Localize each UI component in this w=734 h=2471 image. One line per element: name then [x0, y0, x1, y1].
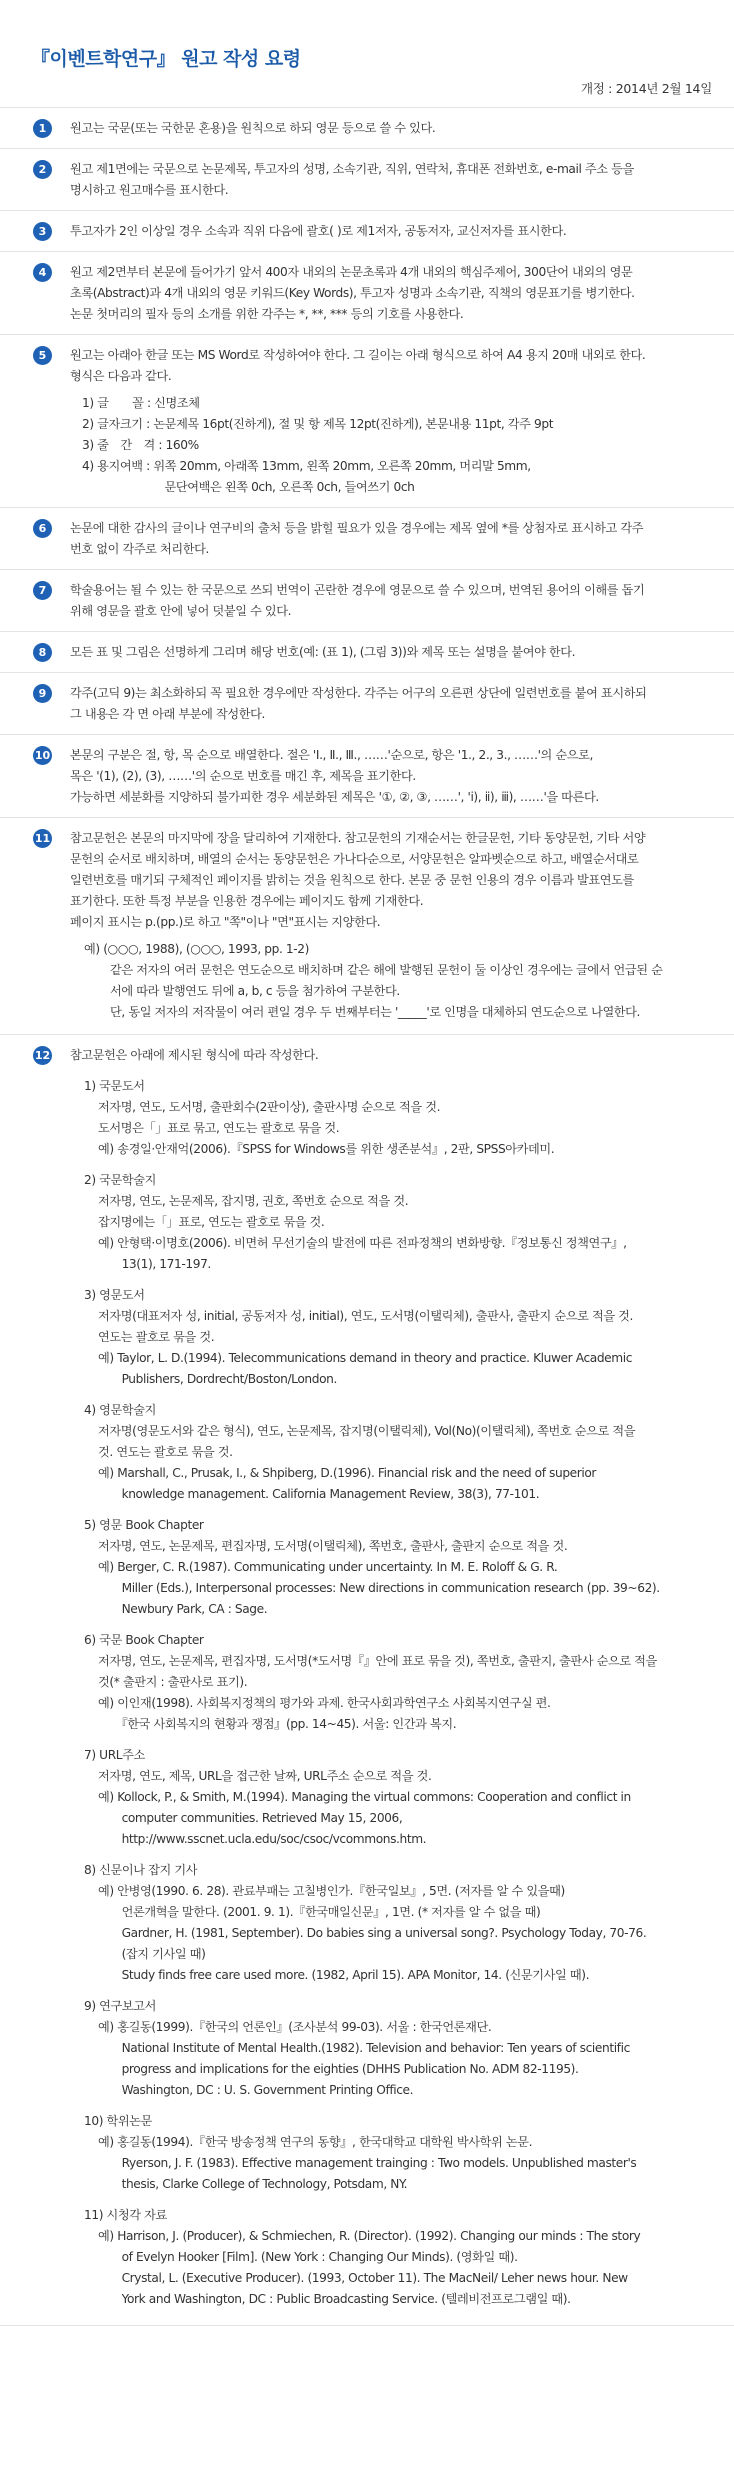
item-text-line: 번호 없이 각주로 처리한다. — [70, 542, 210, 556]
reference-rule-line: 것(* 출판지 : 출판사로 표기). — [98, 1675, 248, 1689]
item-text-line: 문헌의 순서로 배치하며, 배열의 순서는 동양문헌은 가나다순으로, 서양문헌은 알파벳순으로 하고, 배열순서대로 — [70, 852, 639, 866]
guideline-item — [0, 211, 734, 252]
item-text-line: 학술용어는 될 수 있는 한 국문으로 쓰되 번역이 곤란한 경우에 영문으로 쓸 수 있으며, 번역된 용어의 이해를 돕기 — [70, 583, 645, 597]
format-spec-line: 1) 글 꼴 : 신명조체 — [82, 396, 200, 410]
reference-format-title: 6) 국문 Book Chapter — [84, 1633, 204, 1647]
reference-example-line: Washington, DC : U. S. Government Printing Office. — [98, 2083, 414, 2097]
item-number-badge: 8 — [33, 643, 52, 662]
reference-format-title: 3) 영문도서 — [84, 1288, 145, 1302]
reference-format-section — [70, 2111, 714, 2195]
reference-format-section — [70, 1400, 714, 1505]
reference-format-body — [84, 1191, 714, 1275]
reference-example-line: 예) 홍길동(1994).『한국 방송정책 연구의 동향』, 한국대학교 대학원 박사학위 논문. — [98, 2135, 533, 2149]
reference-example-line: 예) Marshall, C., Prusak, I., & Shpiberg, D.(1996). Financial risk and the need of superior — [98, 1466, 597, 1480]
reference-format-section — [70, 1996, 714, 2101]
guideline-item — [0, 818, 734, 1035]
reference-rule-line: 저자명, 연도, 논문제목, 편집자명, 도서명(이탤릭체), 쪽번호, 출판사, 출판지 순으로 적을 것. — [98, 1539, 568, 1553]
item-text-line: 가능하면 세분화를 지양하되 불가피한 경우 세분화된 제목은 '①, ②, ③, ……', 'ⅰ), ⅱ), ⅲ), ……'을 따른다. — [70, 790, 599, 804]
item-text-line: 표기한다. 또한 특정 부분을 인용한 경우에는 페이지도 함께 기재한다. — [70, 894, 424, 908]
item-text-line: 페이지 표시는 p.(pp.)로 하고 "쪽"이나 "면"표시는 지양한다. — [70, 915, 381, 929]
item-number-badge: 3 — [33, 222, 52, 241]
citation-example-line: 같은 저자의 여러 문헌은 연도순으로 배치하며 같은 해에 발행된 문헌이 둘 이상인 경우에는 글에서 언급된 순 — [110, 963, 663, 977]
item-number-badge: 10 — [33, 746, 52, 765]
item-text-line: 원고는 아래아 한글 또는 MS Word로 작성하여야 한다. 그 길이는 아래 형식으로 하여 A4 용지 20매 내외로 한다. — [70, 348, 646, 362]
citation-example-line: 단, 동일 저자의 저작물이 여러 편일 경우 두 번째부터는 '_____'로 인명을 대체하되 연도순으로 나열한다. — [110, 1005, 641, 1019]
citation-example-line: 예) (○○○, 1988), (○○○, 1993, pp. 1-2) — [84, 942, 309, 956]
guideline-item — [0, 673, 734, 735]
reference-format-title: 8) 신문이나 잡지 기사 — [84, 1863, 198, 1877]
reference-format-body — [84, 1097, 714, 1160]
item-text-line: 논문에 대한 감사의 글이나 연구비의 출처 등을 밝힐 필요가 있을 경우에는 제목 옆에 *를 상첨자로 표시하고 각주 — [70, 521, 644, 535]
reference-example-line: 예) Kollock, P., & Smith, M.(1994). Managing the virtual commons: Cooperation and conflict in — [98, 1790, 631, 1804]
item-text-line: 참고문헌은 본문의 마지막에 장을 달리하여 기재한다. 참고문헌의 기재순서는 한글문헌, 기타 동양문헌, 기타 서양 — [70, 831, 646, 845]
reference-rule-line: 저자명, 연도, 논문제목, 잡지명, 권호, 쪽번호 순으로 적을 것. — [98, 1194, 409, 1208]
reference-format-body — [84, 2017, 714, 2101]
item-text-line: 모든 표 및 그림은 선명하게 그리며 해당 번호(예: (표 1), (그림 3))와 제목 또는 설명을 붙여야 한다. — [70, 645, 576, 659]
reference-example-line: 예) 이인재(1998). 사회복지정책의 평가와 과제. 한국사회과학연구소 사회복지연구실 편. — [98, 1696, 551, 1710]
reference-example-line: Ryerson, J. F. (1983). Effective management trainging : Two models. Unpublished master's — [98, 2156, 637, 2170]
guideline-item — [0, 335, 734, 508]
item-text-line: 원고는 국문(또는 국한문 혼용)을 원칙으로 하되 영문 등으로 쓸 수 있다. — [70, 121, 436, 135]
reference-format-body — [84, 1651, 714, 1735]
reference-format-body — [84, 1536, 714, 1620]
item-number-badge: 1 — [33, 119, 52, 138]
reference-example-line: York and Washington, DC : Public Broadcasting Service. (텔레비전프로그램일 때). — [98, 2292, 571, 2306]
reference-example-line: http://www.sscnet.ucla.edu/soc/csoc/vcommons.htm. — [98, 1832, 427, 1846]
reference-example-line: Crystal, L. (Executive Producer). (1993, October 11). The MacNeil/ Leher news hour. New — [98, 2271, 628, 2285]
reference-example-line: (잡지 기사일 때) — [98, 1947, 206, 1961]
reference-example-line: Publishers, Dordrecht/Boston/London. — [98, 1372, 337, 1386]
item-text-line: 원고 제1면에는 국문으로 논문제목, 투고자의 성명, 소속기관, 직위, 연락처, 휴대폰 전화번호, e-mail 주소 등을 — [70, 162, 634, 176]
reference-format-title: 1) 국문도서 — [84, 1079, 145, 1093]
reference-format-title: 4) 영문학술지 — [84, 1403, 157, 1417]
guideline-item — [0, 252, 734, 335]
reference-example-line: 『한국 사회복지의 현황과 쟁점』(pp. 14~45). 서울: 인간과 복지. — [98, 1717, 457, 1731]
item-number-badge: 9 — [33, 684, 52, 703]
reference-example-line: 예) 안병영(1990. 6. 28). 관료부패는 고칠병인가.『한국일보』, 5면. (저자를 알 수 있을때) — [98, 1884, 565, 1898]
item-text-line: 원고 제2면부터 본문에 들어가기 앞서 400자 내외의 논문초록과 4개 내외의 핵심주제어, 300단어 내외의 영문 — [70, 265, 633, 279]
reference-example-line: 13(1), 171-197. — [98, 1257, 211, 1271]
guideline-item — [0, 735, 734, 818]
revision-date: 개정 : 2014년 2월 14일 — [580, 81, 712, 96]
format-spec-line: 4) 용지여백 : 위쪽 20mm, 아래쪽 13mm, 왼쪽 20mm, 오른쪽 20mm, 머리말 5mm, — [82, 459, 531, 473]
item-number-badge: 6 — [33, 519, 52, 538]
reference-rule-line: 저자명(대표저자 성, initial, 공동저자 성, initial), 연도, 도서명(이탤릭체), 출판사, 출판지 순으로 적을 것. — [98, 1309, 634, 1323]
guideline-item — [0, 108, 734, 149]
reference-format-title: 9) 연구보고서 — [84, 1999, 157, 2013]
reference-example-line: Study finds free care used more. (1982, April 15). APA Monitor, 14. (신문기사일 때). — [98, 1968, 590, 1982]
reference-format-title: 7) URL주소 — [84, 1748, 145, 1762]
reference-rule-line: 잡지명에는「」표로, 연도는 괄호로 묶을 것. — [98, 1215, 325, 1229]
reference-format-section — [70, 1860, 714, 1986]
item-text-line: 일련번호를 매기되 구체적인 페이지를 밝히는 것을 원칙으로 한다. 본문 중 문헌 인용의 경우 이름과 발표연도를 — [70, 873, 634, 887]
reference-example-line: 예) 홍길동(1999).『한국의 언론인』(조사분석 99-03). 서울 : 한국언론재단. — [98, 2020, 492, 2034]
reference-rule-line: 도서명은「」표로 묶고, 연도는 괄호로 묶을 것. — [98, 1121, 340, 1135]
guideline-item — [0, 149, 734, 211]
reference-rule-line: 연도는 괄호로 묶을 것. — [98, 1330, 215, 1344]
item-text-line: 초록(Abstract)과 4개 내외의 영문 키워드(Key Words), 투고자 성명과 소속기관, 직책의 영문표기를 병기한다. — [70, 286, 635, 300]
reference-rule-line: 것. 연도는 괄호로 묶을 것. — [98, 1445, 233, 1459]
reference-example-line: 예) 안형택·이명호(2006). 비면허 무선기술의 발전에 따른 전파정책의 변화방향.『정보통신 정책연구』, — [98, 1236, 627, 1250]
item-text-line: 참고문헌은 아래에 제시된 형식에 따라 작성한다. — [70, 1048, 319, 1062]
guideline-item — [0, 1035, 734, 2326]
reference-example-line: of Evelyn Hooker [Film]. (New York : Changing Our Minds). (영화일 때). — [98, 2250, 518, 2264]
format-spec-line: 2) 글자크기 : 논문제목 16pt(진하게), 절 및 항 제목 12pt(진하게), 본문내용 11pt, 각주 9pt — [82, 417, 554, 431]
reference-example-line: Miller (Eds.), Interpersonal processes: New directions in communication research (pp. 39~62). — [98, 1581, 660, 1595]
reference-format-title: 11) 시청각 자료 — [84, 2208, 167, 2222]
item-number-badge: 7 — [33, 581, 52, 600]
reference-example-line: Gardner, H. (1981, September). Do babies sing a universal song?. Psychology Today, 70-76. — [98, 1926, 647, 1940]
item-number-badge: 4 — [33, 263, 52, 282]
reference-format-title: 2) 국문학술지 — [84, 1173, 157, 1187]
reference-rule-line: 저자명, 연도, 도서명, 출판회수(2판이상), 출판사명 순으로 적을 것. — [98, 1100, 441, 1114]
item-number-badge: 12 — [33, 1046, 52, 1065]
reference-format-section — [70, 1076, 714, 1160]
reference-example-line: computer communities. Retrieved May 15, 2006, — [98, 1811, 403, 1825]
reference-rule-line: 저자명, 연도, 논문제목, 편집자명, 도서명(*도서명『』안에 표로 묶을 것), 쪽번호, 출판지, 출판사 순으로 적을 — [98, 1654, 657, 1668]
guideline-item — [0, 570, 734, 632]
reference-format-body — [84, 2226, 714, 2310]
reference-format-body — [84, 1766, 714, 1850]
format-spec-line: 문단여백은 왼쪽 0ch, 오른쪽 0ch, 들여쓰기 0ch — [82, 480, 415, 494]
reference-format-section — [70, 1170, 714, 1275]
item-text-line: 명시하고 원고매수를 표시한다. — [70, 183, 229, 197]
item-text-line: 목은 '(1), (2), (3), ……'의 순으로 번호를 매긴 후, 제목을 표기한다. — [70, 769, 416, 783]
item-bottom-spacer — [70, 2310, 714, 2316]
reference-example-line: 예) 송경일·안재억(2006).『SPSS for Windows를 위한 생존분석』, 2판, SPSS아카데미. — [98, 1142, 555, 1156]
reference-format-section — [70, 1630, 714, 1735]
item-text-line: 형식은 다음과 같다. — [70, 369, 172, 383]
reference-example-line: thesis, Clarke College of Technology, Potsdam, NY. — [98, 2177, 408, 2191]
citation-example — [70, 933, 714, 1025]
reference-example-line: Newbury Park, CA : Sage. — [98, 1602, 268, 1616]
reference-format-title: 5) 영문 Book Chapter — [84, 1518, 204, 1532]
reference-format-section — [70, 1285, 714, 1390]
reference-format-body — [84, 1881, 714, 1986]
reference-example-line: National Institute of Mental Health.(1982). Television and behavior: Ten years of scientific — [98, 2041, 630, 2055]
reference-example-line: 예) Berger, C. R.(1987). Communicating under uncertainty. In M. E. Roloff & G. R. — [98, 1560, 558, 1574]
reference-format-body — [84, 1421, 714, 1505]
item-text-line: 본문의 구분은 절, 항, 목 순으로 배열한다. 절은 'Ⅰ., Ⅱ., Ⅲ., ……'순으로, 항은 '1., 2., 3., ……'의 순으로, — [70, 748, 594, 762]
item-text-line: 그 내용은 각 면 아래 부분에 작성한다. — [70, 707, 265, 721]
reference-example-line: 예) Taylor, L. D.(1994). Telecommunications demand in theory and practice. Kluwer Academic — [98, 1351, 633, 1365]
guideline-item — [0, 508, 734, 570]
item-number-badge: 11 — [33, 829, 52, 848]
page-title: 『이벤트학연구』 원고 작성 요령 — [31, 48, 301, 70]
reference-example-line: 언론개혁을 말한다. (2001. 9. 1).『한국매일신문』, 1면. (* 저자를 알 수 없을 때) — [98, 1905, 541, 1919]
item-number-badge: 5 — [33, 346, 52, 365]
reference-format-title: 10) 학위논문 — [84, 2114, 153, 2128]
item-text-line: 위해 영문을 괄호 안에 넣어 덧붙일 수 있다. — [70, 604, 292, 618]
reference-format-section — [70, 1745, 714, 1850]
format-spec-line: 3) 줄 간 격 : 160% — [82, 438, 199, 452]
reference-rule-line: 저자명(영문도서와 같은 형식), 연도, 논문제목, 잡지명(이탤릭체), Vol(No)(이탤릭체), 쪽번호 순으로 적을 — [98, 1424, 636, 1438]
format-spec-list — [70, 387, 714, 498]
guideline-list — [0, 107, 734, 2326]
reference-format-body — [84, 1306, 714, 1390]
item-text-line: 각주(고딕 9)는 최소화하되 꼭 필요한 경우에만 작성한다. 각주는 어구의 오른편 상단에 일련번호를 붙여 표시하되 — [70, 686, 647, 700]
guideline-item — [0, 632, 734, 673]
reference-rule-line: 저자명, 연도, 제목, URL을 접근한 날짜, URL주소 순으로 적을 것. — [98, 1769, 432, 1783]
reference-format-section — [70, 2205, 714, 2310]
reference-example-line: knowledge management. California Management Review, 38(3), 77-101. — [98, 1487, 540, 1501]
reference-format-body — [84, 2132, 714, 2195]
item-text-line: 논문 첫머리의 필자 등의 소개를 위한 각주는 *, **, *** 등의 기호를 사용한다. — [70, 307, 464, 321]
item-text-line: 투고자가 2인 이상일 경우 소속과 직위 다음에 괄호( )로 제1저자, 공동저자, 교신저자를 표시한다. — [70, 224, 567, 238]
reference-format-section — [70, 1515, 714, 1620]
item-number-badge: 2 — [33, 160, 52, 179]
reference-example-line: progress and implications for the eighties (DHHS Publication No. ADM 82-1195). — [98, 2062, 579, 2076]
reference-example-line: 예) Harrison, J. (Producer), & Schmiechen, R. (Director). (1992). Changing our minds : The story — [98, 2229, 641, 2243]
citation-example-line: 서에 따라 발행연도 뒤에 a, b, c 등을 첨가하여 구분한다. — [110, 984, 400, 998]
